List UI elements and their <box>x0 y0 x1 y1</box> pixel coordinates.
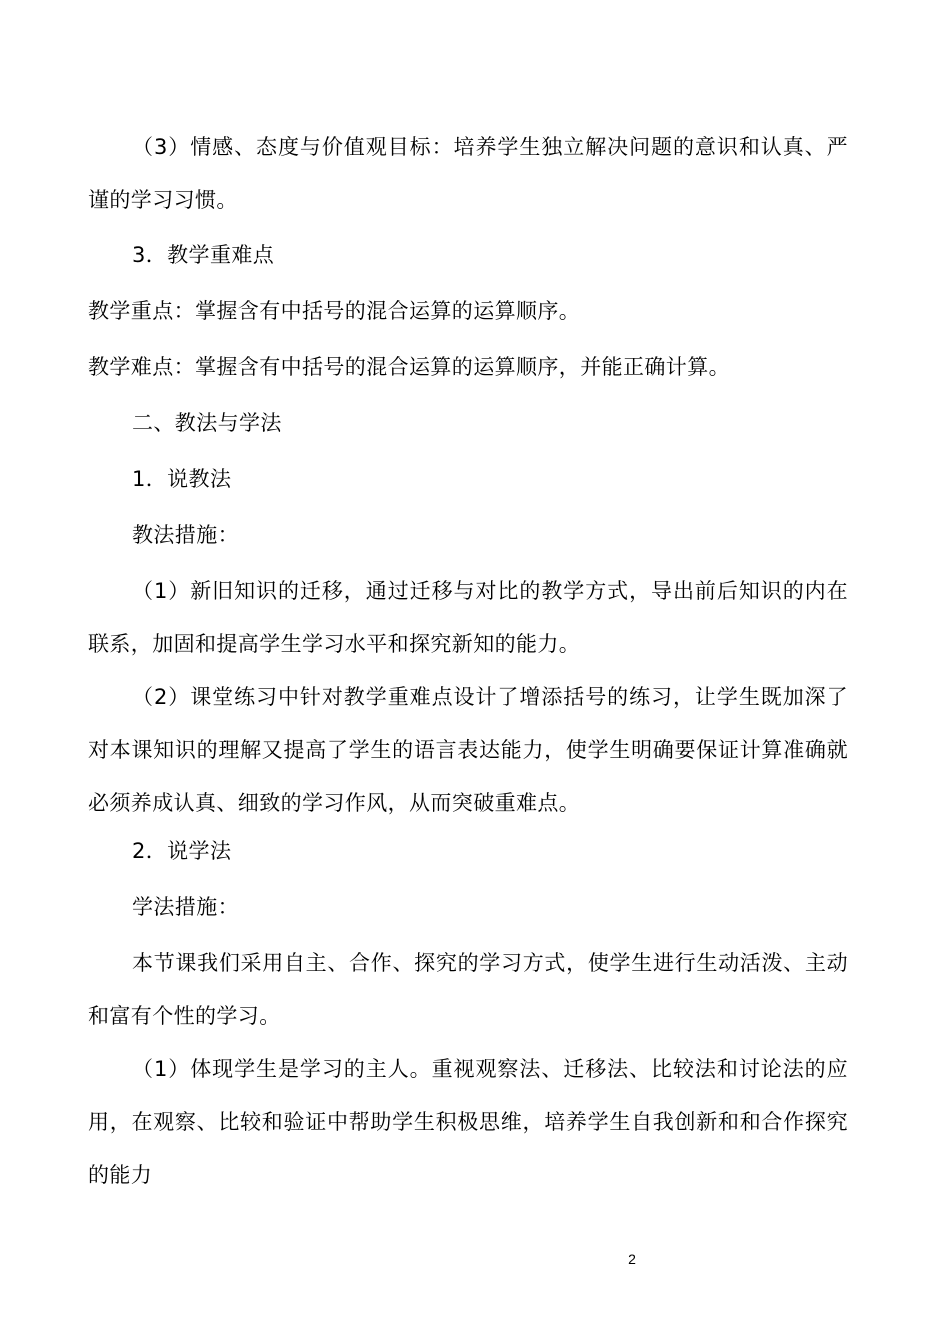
paragraph-teaching-measure-2: （2）课堂练习中针对教学重难点设计了增添括号的练习，让学生既加深了对本课知识的理解又提高了学生的语言表达能力，使学生明确要保证计算准确就必须养成认真、细致的学习作风，从而突破重难点。 <box>88 685 848 815</box>
heading-key-difficult-points: 3．教学重难点 <box>132 243 275 267</box>
heading-learning-method: 2．说学法 <box>132 839 232 863</box>
heading-teaching-method: 1．说教法 <box>132 467 232 491</box>
paragraph-affective-goal: （3）情感、态度与价值观目标：培养学生独立解决问题的意识和认真、严谨的学习习惯。 <box>88 135 848 212</box>
paragraph-difficult-point: 教学难点：掌握含有中括号的混合运算的运算顺序，并能正确计算。 <box>88 355 730 379</box>
page-number: 2 <box>628 1251 636 1267</box>
label-teaching-measures: 教法措施： <box>132 523 239 547</box>
paragraph-teaching-measure-1: （1）新旧知识的迁移，通过迁移与对比的教学方式，导出前后知识的内在联系，加固和提高学生学习水平和探究新知的能力。 <box>88 579 848 656</box>
paragraph-learning-measure-1: （1）体现学生是学习的主人。重视观察法、迁移法、比较法和讨论法的应用，在观察、比较和验证中帮助学生积极思维，培养学生自我创新和和合作探究的能力 <box>88 1057 848 1187</box>
paragraph-learning-approach: 本节课我们采用自主、合作、探究的学习方式，使学生进行生动活泼、主动和富有个性的学习。 <box>88 951 848 1028</box>
paragraph-key-point: 教学重点：掌握含有中括号的混合运算的运算顺序。 <box>88 299 581 323</box>
heading-teaching-learning-methods: 二、教法与学法 <box>132 411 282 435</box>
label-learning-measures: 学法措施： <box>132 895 239 919</box>
